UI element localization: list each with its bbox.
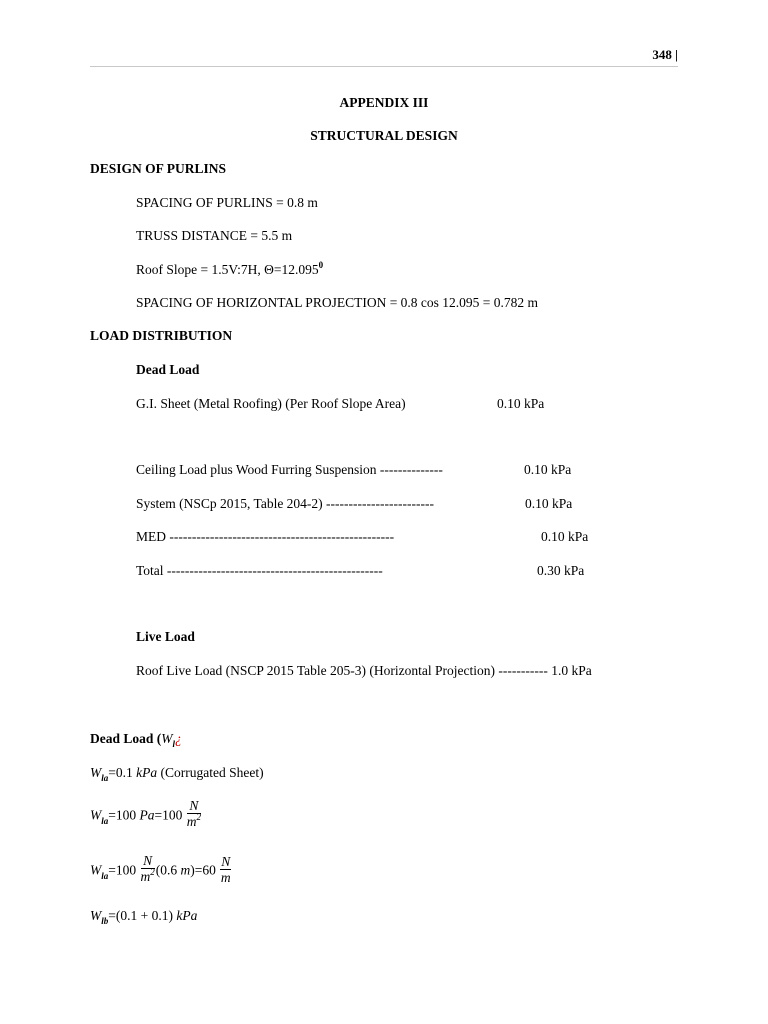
eq4-unit: kPa (176, 908, 198, 923)
eq2-mid: Pa (139, 807, 155, 823)
weight-subscript: l (172, 739, 176, 749)
eq1-sub: la (101, 773, 109, 783)
dead-load-row-label: Total ------------------------------------------------ (136, 563, 383, 578)
eq2-num: N (187, 798, 201, 814)
equation-wlb (90, 908, 197, 924)
weight-symbol: W (161, 731, 173, 746)
eq3-fraction-2 (220, 854, 231, 886)
dead-load-row-label: System (NSCp 2015, Table 204-2) ------------------------ (136, 496, 434, 511)
roof-live-load-row: Roof Live Load (NSCP 2015 Table 205-3) (Horizontal Projection) ----------- 1.0 kPa (136, 663, 592, 678)
inverted-question-mark: ¿ (175, 731, 182, 746)
dead-load-calc-prefix: Dead Load ( (90, 731, 162, 746)
eq1-note: (Corrugated Sheet) (160, 765, 264, 780)
eq2-sub: la (101, 815, 109, 826)
eq3-num: N (141, 853, 155, 869)
eq2-den: $m^2$ (186, 812, 202, 829)
eq3-den: $m^2$ (140, 867, 155, 884)
appendix-title: APPENDIX III (339, 95, 429, 110)
dead-load-row-value: 0.10 kPa (524, 462, 572, 477)
dead-load-row-value: 0.10 kPa (497, 396, 545, 411)
eq3-m: m (180, 862, 191, 878)
equation-wla-60 (90, 855, 232, 888)
live-load-heading: Live Load (136, 629, 195, 644)
eq2-eq: =100 (154, 807, 183, 823)
eq1-expr: =0.1 (108, 765, 133, 780)
eq3-num2: N (221, 853, 231, 869)
roof-slope-text: Roof Slope = 1.5V:7H, Θ=12.095 (136, 262, 319, 277)
degree-sup: 0 (318, 260, 324, 270)
eq3-fraction (141, 853, 155, 886)
eq2-fraction (187, 798, 201, 831)
design-of-purlins-heading: DESIGN OF PURLINS (90, 161, 227, 176)
equation-wla-pa (90, 800, 202, 833)
eq3-close: )=60 (190, 862, 216, 878)
eq4-sub: lb (101, 916, 109, 926)
eq3-sub: la (101, 870, 109, 881)
header-rule (90, 66, 678, 67)
dead-load-heading: Dead Load (136, 362, 200, 377)
dead-load-row-label: Ceiling Load plus Wood Furring Suspension -------------- (136, 462, 443, 477)
eq1-w: W (90, 765, 102, 780)
load-distribution-heading: LOAD DISTRIBUTION (90, 328, 233, 343)
horizontal-projection-spacing: SPACING OF HORIZONTAL PROJECTION = 0.8 cos 12.095 = 0.782 m (136, 295, 539, 310)
structural-design-title: STRUCTURAL DESIGN (310, 128, 458, 143)
eq3-expr: =100 (108, 862, 137, 878)
eq4-expr: =(0.1 + 0.1) (108, 908, 173, 923)
dead-load-row-value: 0.10 kPa (525, 496, 573, 511)
truss-distance: TRUSS DISTANCE = 5.5 m (136, 228, 293, 243)
roof-slope (136, 262, 323, 278)
eq1-unit: kPa (136, 765, 158, 780)
eq3-mid: (0.6 (155, 862, 178, 878)
eq2-w: W (90, 807, 102, 823)
dead-load-row-label: MED -------------------------------------------------- (136, 529, 395, 544)
equation-wla-kpa (90, 765, 264, 781)
eq3-den2: m (220, 869, 231, 885)
dead-load-total-value: 0.30 kPa (537, 563, 585, 578)
spacing-of-purlins: SPACING OF PURLINS = 0.8 m (136, 195, 318, 210)
dead-load-row-label: G.I. Sheet (Metal Roofing) (Per Roof Slope Area) (136, 396, 406, 411)
dead-load-row-value: 0.10 kPa (541, 529, 589, 544)
eq4-w: W (90, 908, 102, 923)
eq2-expr: =100 (108, 807, 137, 823)
dead-load-calc-heading (90, 731, 182, 747)
page-number: 348 | (652, 47, 678, 62)
eq3-w: W (90, 862, 102, 878)
